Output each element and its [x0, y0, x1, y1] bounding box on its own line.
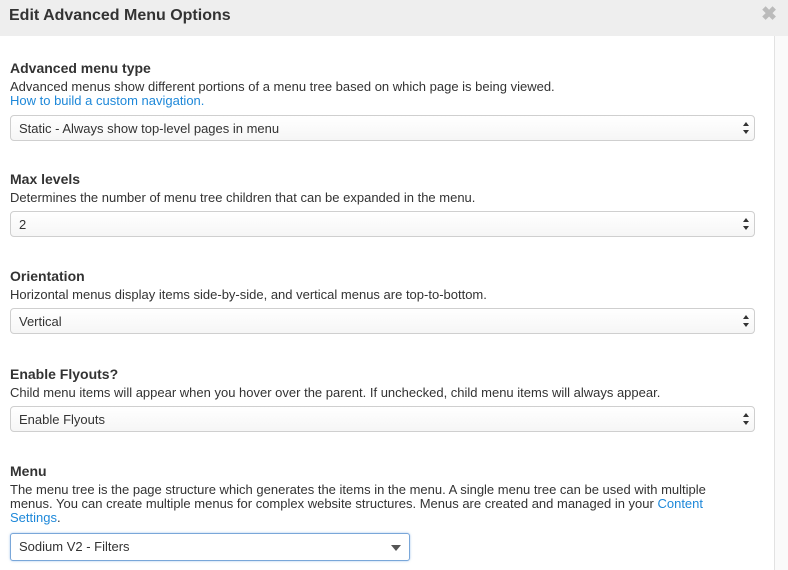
max-levels-select-value: 2 [19, 217, 27, 232]
menu-description-text: The menu tree is the page structure which generates the items in the menu. A single menu tree can be used with multiple menus. You can create multiple menus for complex website structures. Menus are created and managed in your [10, 482, 706, 511]
orientation-description: Horizontal menus display items side-by-side, and vertical menus are top-to-bottom. [10, 287, 487, 302]
flyouts-section [10, 365, 755, 432]
select-arrows-icon [742, 122, 750, 134]
dialog-title: Edit Advanced Menu Options [9, 7, 231, 24]
menu-type-description-text: Advanced menus show different portions of a menu tree based on which page is being viewed. [10, 79, 555, 94]
menu-description [10, 483, 715, 525]
flyouts-description: Child menu items will appear when you hover over the parent. If unchecked, child menu items will always appear. [10, 385, 661, 400]
orientation-select-value: Vertical [19, 314, 62, 329]
orientation-select[interactable] [10, 308, 755, 334]
flyouts-select-value: Enable Flyouts [19, 412, 105, 427]
menu-description-period: . [56, 510, 61, 525]
menu-type-label: Advanced menu type [10, 60, 151, 76]
menu-select-value: Sodium V2 - Filters [19, 539, 130, 554]
menu-type-select[interactable] [10, 115, 755, 141]
max-levels-label: Max levels [10, 171, 81, 187]
custom-navigation-link[interactable]: How to build a custom navigation. [10, 93, 205, 108]
max-levels-select[interactable] [10, 211, 755, 237]
orientation-section [10, 267, 755, 334]
max-levels-section [10, 170, 755, 237]
select-arrows-icon [742, 218, 750, 230]
menu-type-section [10, 59, 755, 141]
menu-section [10, 462, 715, 561]
orientation-label: Orientation [10, 268, 85, 284]
menu-label: Menu [10, 463, 47, 479]
flyouts-label: Enable Flyouts? [10, 366, 119, 382]
chevron-down-icon [391, 545, 401, 551]
content-settings-link[interactable]: Content Settings [10, 496, 704, 525]
close-icon[interactable]: ✖ [761, 4, 777, 25]
menu-type-description [10, 80, 755, 108]
menu-select[interactable] [10, 533, 410, 561]
menu-type-select-value: Static - Always show top-level pages in menu [19, 121, 280, 136]
scrollbar[interactable] [774, 36, 788, 570]
flyouts-select[interactable] [10, 406, 755, 432]
select-arrows-icon [742, 413, 750, 425]
max-levels-description: Determines the number of menu tree children that can be expanded in the menu. [10, 190, 476, 205]
select-arrows-icon [742, 315, 750, 327]
dialog-titlebar [0, 0, 788, 36]
